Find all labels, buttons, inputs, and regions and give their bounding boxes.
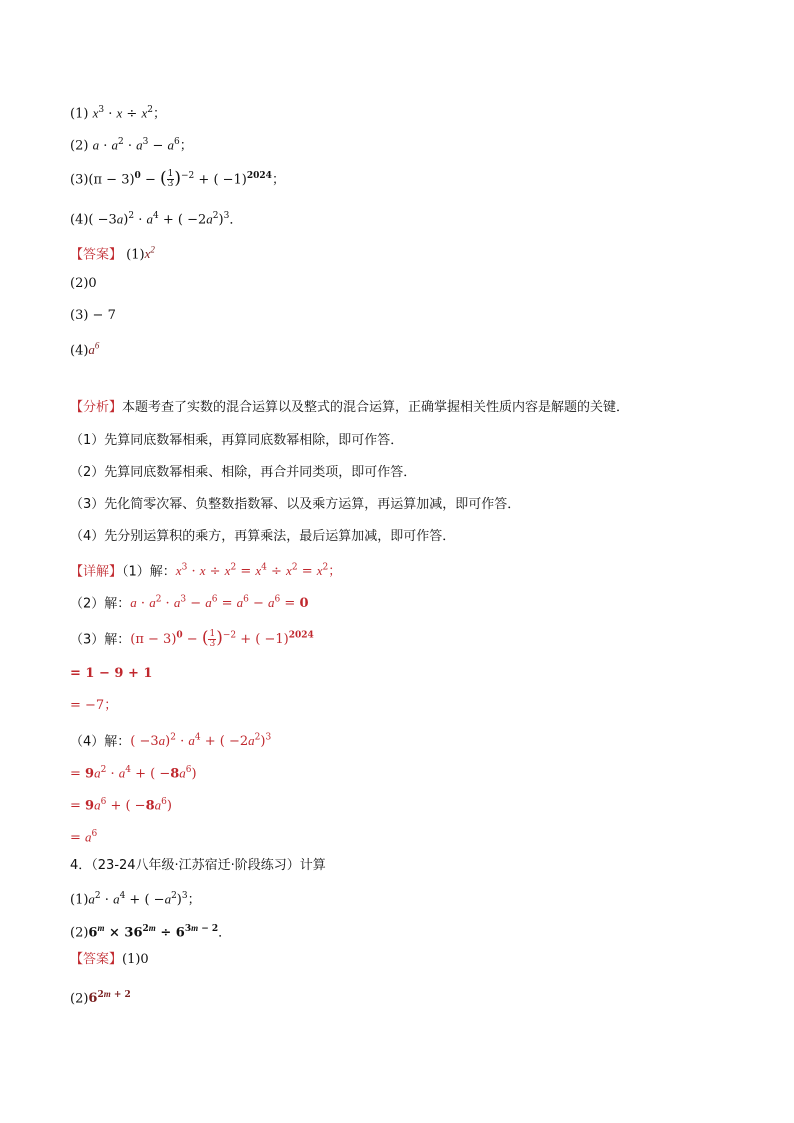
problem-4-part-2: $(2)6^m \times 36^{2m} \div 6^{3m - 2}$． xyxy=(70,918,231,943)
detail-4-step-1: = $9a^2 \cdot a^4$ + ( $-8a^6$) xyxy=(70,765,197,782)
detail-4-step-3: = $a^6$ xyxy=(70,829,98,846)
detail-3-step-1: = 1 − 9 + 1 xyxy=(70,666,153,681)
problem-4-answer-2: $(2)6^{2m + 2}$ xyxy=(70,989,131,1007)
detail-3-step-2: = −7； xyxy=(70,698,118,713)
detail-1-expression: $x^3 \cdot x \div x^2 = x^4 \div x^2 = x^2$； xyxy=(175,563,342,580)
detail-4: （4）解：( $-3a)^2 \cdot a^4$ + ( $-2a^2)^3$ xyxy=(70,733,272,750)
question-4: $(4)( -3a)^2 \cdot a^4$ + ( $-2a^2)^3$． xyxy=(70,206,242,230)
problem-4-part-1: $(1)a^2 \cdot a^4$ + ( $-a^2)^3$； xyxy=(70,886,201,910)
detail-3: （3）解：$(\pi - 3)^0$ − ( $\frac{1}{3}$ )$^{-2}$ + ( −1)$^{2024}$ xyxy=(70,628,314,650)
problem-4-answer-2-expression: $6^{2m + 2}$ xyxy=(88,989,131,1007)
detail-label: 【详解】 xyxy=(70,564,123,580)
answer-label: 【答案】 xyxy=(70,247,123,263)
detail-4-step-2: = $9a^6$ + ( $-8a^6$) xyxy=(70,797,172,814)
answer-1-expression: $x^2$ xyxy=(144,245,155,262)
detail-2-expression: $a \cdot a^2 \cdot a^3 - a^6 = a^6 - a^6 = 0$ xyxy=(130,595,309,612)
question-3: $(3)(\pi - 3)^0$ − ( $\frac{1}{3}$ )$^{-2}$ + ( −1)$^{2024}$； xyxy=(70,166,285,190)
question-3-expression: $(\pi - 3)^0$ − ( $\frac{1}{3}$ )$^{-2}$ + ( −1)$^{2024}$； xyxy=(88,168,285,190)
answer-line-1: 【答案】 $(1)x^2$ xyxy=(70,245,155,263)
question-2-expression: $a \cdot a^2 \cdot a^3 - a^6$； xyxy=(92,137,193,154)
problem-4-answer-1: 【答案】(1)0 xyxy=(70,952,149,967)
problem-4-part-1-expression: $a^2 \cdot a^4$ + ( $-a^2)^3$； xyxy=(88,891,201,908)
answer-4-expression: $a^6$ xyxy=(88,341,100,358)
analysis-step-2: （2）先算同底数幂相乘、相除，再合并同类项，即可作答． xyxy=(70,465,417,480)
question-1: (1) $x^3 \cdot x \div x^2$； xyxy=(70,100,166,124)
analysis-step-3: （3）先化简零次幂、负整数指数幂、以及乘方运算，再运算加减，即可作答． xyxy=(70,497,521,512)
answer-line-4: $(4)a^6$ xyxy=(70,341,100,359)
problem-4-answer-label: 【答案】 xyxy=(70,952,123,967)
problem-4-title: 4．（23-24八年级·江苏宿迁·阶段练习）计算 xyxy=(70,858,326,873)
question-2: (2) $a \cdot a^2 \cdot a^3 - a^6$； xyxy=(70,132,193,156)
detail-1: 【详解】（1）解：$x^3 \cdot x \div x^2 = x^4 \div x^2 = x^2$； xyxy=(70,563,342,580)
analysis-step-1: （1）先算同底数幂相乘，再算同底数幂相除，即可作答． xyxy=(70,433,404,448)
problem-4-part-2-expression: $6^m \times 36^{2m} \div 6^{3m - 2}$ xyxy=(88,923,219,941)
detail-3-expression: $(\pi - 3)^0$ − ( $\frac{1}{3}$ )$^{-2}$ + ( −1)$^{2024}$ xyxy=(130,628,314,650)
question-1-expression: $x^3 \cdot x \div x^2$； xyxy=(92,105,166,122)
analysis-step-4: （4）先分别运算积的乘方，再算乘法，最后运算加减，即可作答． xyxy=(70,529,456,544)
analysis-intro: 【分析】本题考查了实数的混合运算以及整式的混合运算，正确掌握相关性质内容是解题的关键． xyxy=(70,400,630,415)
answer-2: (2)0 xyxy=(70,276,97,291)
answer-3: (3) − 7 xyxy=(70,308,116,323)
analysis-label: 【分析】 xyxy=(70,400,123,415)
detail-4-expression: ( $-3a)^2 \cdot a^4$ + ( $-2a^2)^3$ xyxy=(130,733,272,750)
question-4-expression: ( $-3a)^2 \cdot a^4$ + ( $-2a^2)^3$． xyxy=(88,211,243,228)
detail-2: （2）解：$a \cdot a^2 \cdot a^3 - a^6 = a^6 - a^6 = 0$ xyxy=(70,595,309,612)
